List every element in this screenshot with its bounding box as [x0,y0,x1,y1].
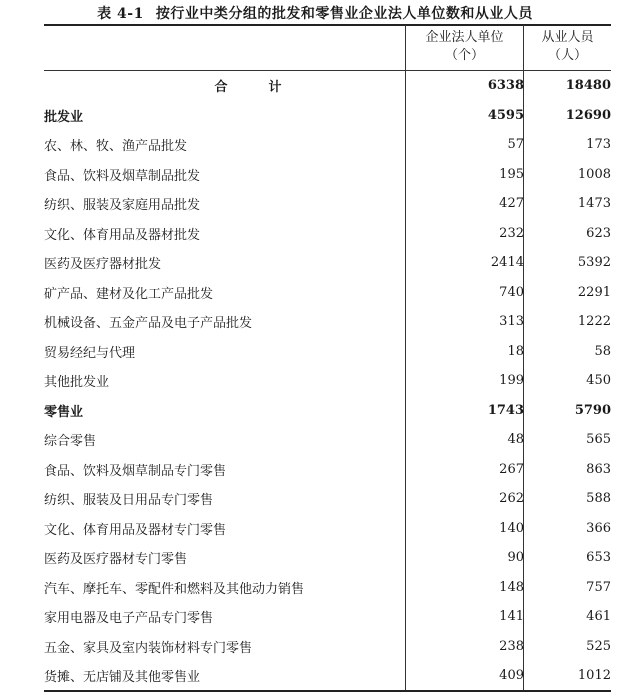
row-units-value: 313 [499,314,524,330]
table-row [44,219,611,249]
row-persons-value: 366 [586,520,611,536]
row-units-value: 1743 [487,402,524,418]
row-label: 五金、家具及室内装饰材料专门零售 [44,640,253,656]
table-title [0,3,630,23]
table-row [44,573,611,603]
table-title-text: 按行业中类分组的批发和零售业企业法人单位数和从业人员 [155,6,533,22]
row-label: 合 计 [214,80,296,96]
row-units-value: 740 [499,284,524,300]
table-row [44,337,611,367]
table-row [44,248,611,278]
row-persons-value: 450 [586,373,611,389]
row-label: 批发业 [44,109,84,125]
column-header-persons-line2: （人） [547,48,587,63]
row-label: 汽车、摩托车、零配件和燃料及其他动力销售 [44,581,305,597]
row-persons-value: 623 [586,225,611,241]
table-row [44,160,611,190]
row-label: 其他批发业 [44,375,110,391]
row-persons-value: 5392 [577,255,611,271]
row-persons-value: 653 [586,550,611,566]
table-row [44,425,611,455]
data-table [44,71,611,691]
table-row [44,543,611,573]
row-persons-value: 1008 [577,166,611,182]
top-rule [44,24,611,26]
table-row [44,661,611,691]
row-persons-value: 1222 [577,314,611,330]
row-label: 机械设备、五金产品及电子产品批发 [44,316,253,332]
table-row [44,484,611,514]
row-units-value: 57 [507,137,524,153]
row-persons-value: 2291 [577,284,611,300]
row-persons-value: 565 [586,432,611,448]
row-units-value: 18 [507,343,524,359]
row-label: 家用电器及电子产品专门零售 [44,611,214,627]
row-label: 医药及医疗器材批发 [44,257,162,273]
bottom-rule [44,690,611,692]
column-header-units-line1: 企业法人单位 [425,30,504,45]
row-units-value: 48 [507,432,524,448]
row-persons-value: 525 [586,638,611,654]
row-units-value: 148 [499,579,524,595]
row-units-value: 199 [499,373,524,389]
row-units-value: 141 [499,609,524,625]
table-body [44,71,611,691]
table-row [44,602,611,632]
column-header-persons-line1: 从业人员 [541,30,594,45]
row-label: 医药及医疗器材专门零售 [44,552,188,568]
table-number: 表 4-1 [97,6,144,22]
row-persons-value: 12690 [565,107,611,123]
table-row [44,101,611,131]
row-units-value: 262 [499,491,524,507]
row-label: 纺织、服装及日用品专门零售 [44,493,214,509]
row-units-value: 4595 [487,107,524,123]
row-units-value: 195 [499,166,524,182]
row-units-value: 140 [499,520,524,536]
row-persons-value: 18480 [565,78,611,94]
row-label: 综合零售 [44,434,97,450]
row-units-value: 2414 [490,255,524,271]
row-units-value: 232 [499,225,524,241]
table-row [44,189,611,219]
row-units-value: 238 [499,638,524,654]
row-persons-value: 588 [586,491,611,507]
row-units-value: 267 [499,461,524,477]
row-persons-value: 173 [586,137,611,153]
table-row [44,307,611,337]
row-persons-value: 1473 [577,196,611,212]
row-label: 矿产品、建材及化工产品批发 [44,286,214,302]
row-persons-value: 863 [586,461,611,477]
row-label: 文化、体育用品及器材批发 [44,227,201,243]
column-header-units-line2: （个） [444,48,484,63]
table-row [44,366,611,396]
row-persons-value: 58 [594,343,611,359]
row-label: 货摊、无店铺及其他零售业 [44,670,201,686]
row-label: 食品、饮料及烟草制品专门零售 [44,463,227,479]
row-label: 纺织、服装及家庭用品批发 [44,198,201,214]
row-units-value: 6338 [487,78,524,94]
row-label: 文化、体育用品及器材专门零售 [44,522,227,538]
row-label: 零售业 [44,404,84,420]
row-persons-value: 5790 [574,402,611,418]
table-row [44,455,611,485]
row-units-value: 90 [507,550,524,566]
row-label: 贸易经纪与代理 [44,345,136,361]
table-row [44,396,611,426]
table-row [44,130,611,160]
column-header-units [406,29,523,65]
table-row [44,278,611,308]
row-persons-value: 1012 [577,668,611,684]
table-row [44,632,611,662]
row-persons-value: 757 [586,579,611,595]
table-row [44,514,611,544]
row-label: 食品、饮料及烟草制品批发 [44,168,201,184]
row-persons-value: 461 [586,609,611,625]
row-label: 农、林、牧、渔产品批发 [44,139,188,155]
column-header-persons [524,29,611,65]
row-units-value: 427 [499,196,524,212]
table-row [44,71,611,101]
row-units-value: 409 [499,668,524,684]
